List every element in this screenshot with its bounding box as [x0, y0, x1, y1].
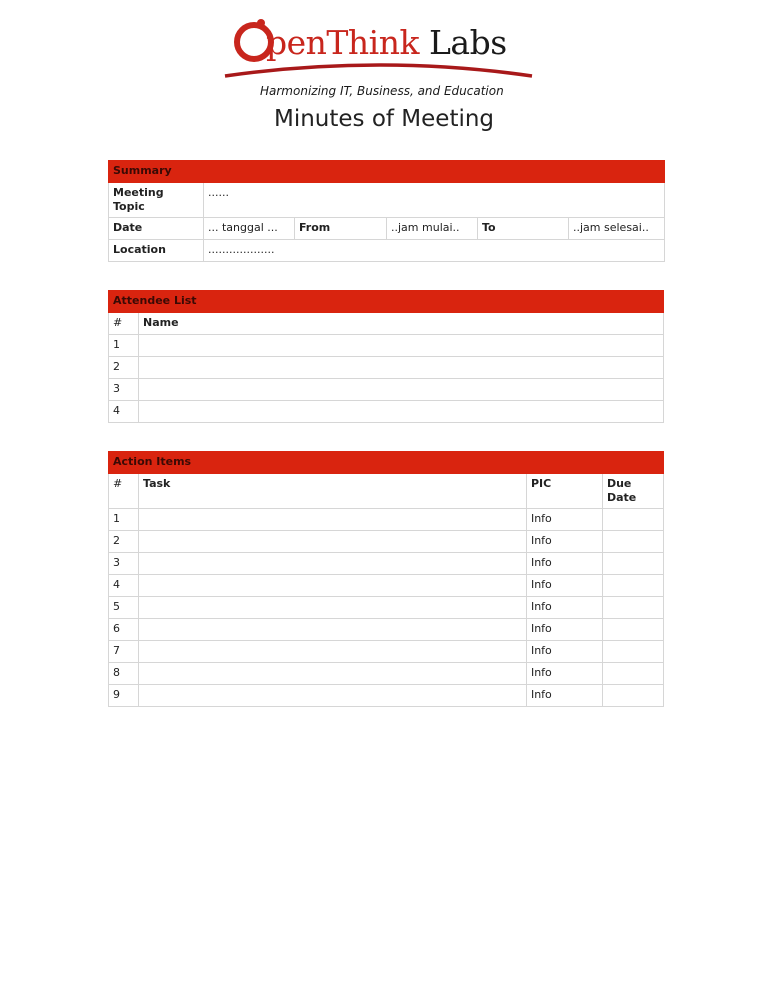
location-value[interactable]: ...................	[204, 240, 665, 262]
company-logo	[220, 14, 550, 104]
action-pic[interactable]: Info	[526, 685, 602, 707]
summary-heading: Summary	[109, 161, 665, 183]
table-row	[109, 379, 664, 401]
action-due[interactable]	[602, 575, 663, 597]
topic-value[interactable]: ......	[204, 183, 665, 218]
attendee-num: 2	[109, 357, 139, 379]
action-num: 2	[109, 531, 139, 553]
from-value[interactable]: ..jam mulai..	[387, 218, 478, 240]
attendee-name[interactable]	[139, 357, 664, 379]
summary-table	[108, 160, 665, 262]
action-pic[interactable]: Info	[526, 575, 602, 597]
action-pic[interactable]: Info	[526, 641, 602, 663]
action-num: 9	[109, 685, 139, 707]
action-num: 4	[109, 575, 139, 597]
table-row	[109, 597, 664, 619]
from-label: From	[295, 218, 387, 240]
action-task[interactable]	[139, 509, 527, 531]
actions-columns-row	[109, 474, 664, 509]
action-task[interactable]	[139, 641, 527, 663]
attendee-num: 1	[109, 335, 139, 357]
action-due[interactable]	[602, 553, 663, 575]
table-row	[109, 509, 664, 531]
summary-header-row	[109, 161, 665, 183]
action-items-table	[108, 451, 664, 707]
location-label: Location	[109, 240, 204, 262]
attendee-name[interactable]	[139, 401, 664, 423]
actions-col-num: #	[109, 474, 139, 509]
action-task[interactable]	[139, 663, 527, 685]
action-due[interactable]	[602, 509, 663, 531]
summary-date-row	[109, 218, 665, 240]
action-num: 7	[109, 641, 139, 663]
attendee-col-name: Name	[139, 313, 664, 335]
action-due[interactable]	[602, 619, 663, 641]
topic-label: Meeting Topic	[109, 183, 204, 218]
table-row	[109, 553, 664, 575]
page-title: Minutes of Meeting	[273, 106, 495, 132]
to-label: To	[478, 218, 569, 240]
action-task[interactable]	[139, 575, 527, 597]
action-task[interactable]	[139, 597, 527, 619]
table-row	[109, 357, 664, 379]
attendee-name[interactable]	[139, 379, 664, 401]
date-label: Date	[109, 218, 204, 240]
table-row	[109, 685, 664, 707]
to-value[interactable]: ..jam selesai..	[569, 218, 665, 240]
action-pic[interactable]: Info	[526, 553, 602, 575]
table-row	[109, 641, 664, 663]
action-num: 6	[109, 619, 139, 641]
action-num: 8	[109, 663, 139, 685]
attendee-name[interactable]	[139, 335, 664, 357]
actions-header-row	[109, 452, 664, 474]
attendee-table	[108, 290, 664, 423]
logo-wordmark: penThink Labs	[266, 23, 507, 62]
action-due[interactable]	[602, 685, 663, 707]
action-task[interactable]	[139, 531, 527, 553]
date-value[interactable]: ... tanggal ...	[204, 218, 295, 240]
actions-heading: Action Items	[109, 452, 664, 474]
action-pic[interactable]: Info	[526, 531, 602, 553]
summary-topic-row	[109, 183, 665, 218]
action-num: 5	[109, 597, 139, 619]
attendee-num: 4	[109, 401, 139, 423]
action-task[interactable]	[139, 619, 527, 641]
action-pic[interactable]: Info	[526, 663, 602, 685]
attendee-header-row	[109, 291, 664, 313]
actions-col-task: Task	[139, 474, 527, 509]
table-row	[109, 619, 664, 641]
table-row	[109, 335, 664, 357]
attendee-columns-row	[109, 313, 664, 335]
action-pic[interactable]: Info	[526, 619, 602, 641]
action-task[interactable]	[139, 553, 527, 575]
table-row	[109, 663, 664, 685]
action-pic[interactable]: Info	[526, 597, 602, 619]
table-row	[109, 575, 664, 597]
attendee-heading: Attendee List	[109, 291, 664, 313]
tagline: Harmonizing IT, Business, and Education	[260, 84, 504, 98]
action-pic[interactable]: Info	[526, 509, 602, 531]
action-task[interactable]	[139, 685, 527, 707]
action-due[interactable]	[602, 641, 663, 663]
action-due[interactable]	[602, 597, 663, 619]
table-row	[109, 401, 664, 423]
action-due[interactable]	[602, 663, 663, 685]
actions-col-pic: PIC	[526, 474, 602, 509]
table-row	[109, 531, 664, 553]
action-due[interactable]	[602, 531, 663, 553]
action-num: 1	[109, 509, 139, 531]
attendee-num: 3	[109, 379, 139, 401]
actions-col-due: Due Date	[602, 474, 663, 509]
action-num: 3	[109, 553, 139, 575]
attendee-col-num: #	[109, 313, 139, 335]
summary-location-row	[109, 240, 665, 262]
